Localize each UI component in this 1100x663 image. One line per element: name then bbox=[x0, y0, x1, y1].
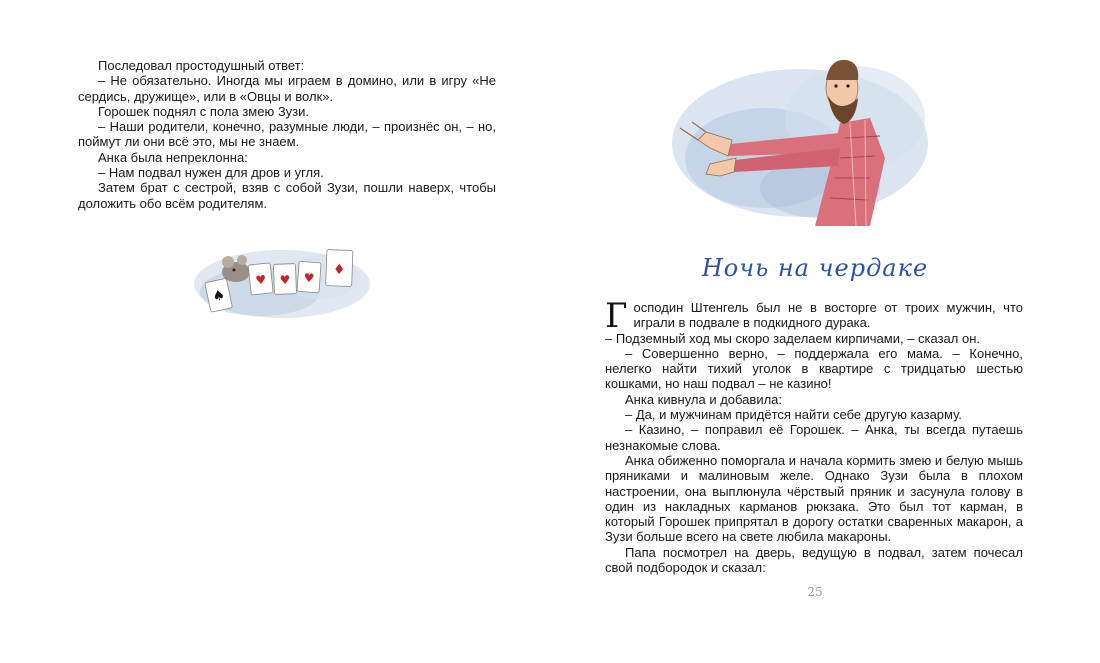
svg-text:♠: ♠ bbox=[211, 287, 227, 306]
paragraph: – Подземный ход мы скоро заделаем кирпичами, – сказал он. bbox=[605, 330, 981, 346]
left-page-text bbox=[78, 58, 496, 211]
paragraph: Папа посмотрел на дверь, ведущую в подвал, затем почесал свой подбородок и сказал: bbox=[605, 544, 1023, 576]
dropcap: Г bbox=[605, 296, 628, 336]
paragraph: – Наши родители, конечно, разумные люди, – произнёс он, – но, поймут ли они всё это, мы не знаем. bbox=[78, 119, 496, 150]
svg-text:♥: ♥ bbox=[303, 270, 315, 286]
chapter-title: Ночь на чердаке bbox=[701, 254, 929, 282]
paragraph: Последовал простодушный ответ: bbox=[98, 58, 305, 73]
svg-text:♥: ♥ bbox=[279, 272, 291, 288]
paragraph: – Нам подвал нужен для дров и угля. bbox=[98, 165, 324, 181]
page-number: 25 bbox=[807, 585, 823, 599]
bearded-man-illustration-icon bbox=[670, 48, 945, 226]
paragraph: – Не обязательно. Иногда мы играем в домино, или в игру «Не сердись, дружище», или в «Овцы и волк». bbox=[78, 73, 496, 104]
paragraph: Горошек поднял с пола змею Зузи. bbox=[98, 103, 310, 119]
mouse-cards-illustration-icon bbox=[190, 242, 370, 322]
paragraph: – Да, и мужчинам придётся найти себе другую казарму. bbox=[625, 407, 962, 423]
paragraph: Анка кивнула и добавила: bbox=[625, 391, 783, 407]
paragraph: – Казино, – поправил её Горошек. – Анка, ты всегда путаешь незнакомые слова. bbox=[605, 422, 1023, 453]
first-paragraph-text: осподин Штенгель был не в восторге от троих мужчин, что играли в подвале в подкидного дурака. bbox=[633, 300, 1023, 331]
paragraph: Затем брат с сестрой, взяв с собой Зузи, пошли наверх, чтобы доложить обо всём родителям. bbox=[78, 180, 496, 211]
svg-text:♥: ♥ bbox=[254, 272, 267, 288]
paragraph: Анка была непреклонна: bbox=[98, 149, 248, 165]
paragraph: – Совершенно верно, – поддержала его мама. – Конечно, нелегко найти тихий уголок в квартире с тридцатью шестью кошками, но наш подвал – не казино! bbox=[605, 345, 1023, 392]
paragraph: Анка обиженно поморгала и начала кормить змею и белую мышь пряниками и малиновым желе. Однако Зузи была в плохом настроении, она выплюнула чёрствый пряник и засунула голову в один из накладных карманов рюкзака. Это был тот карман, в который Горошек припрятал в дорогу остатки сваренных макарон, а Зузи больше всего на свете любила макароны. bbox=[605, 452, 1023, 545]
first-paragraph bbox=[605, 296, 1023, 336]
svg-text:♦: ♦ bbox=[332, 261, 346, 279]
right-page-text bbox=[605, 296, 1023, 576]
